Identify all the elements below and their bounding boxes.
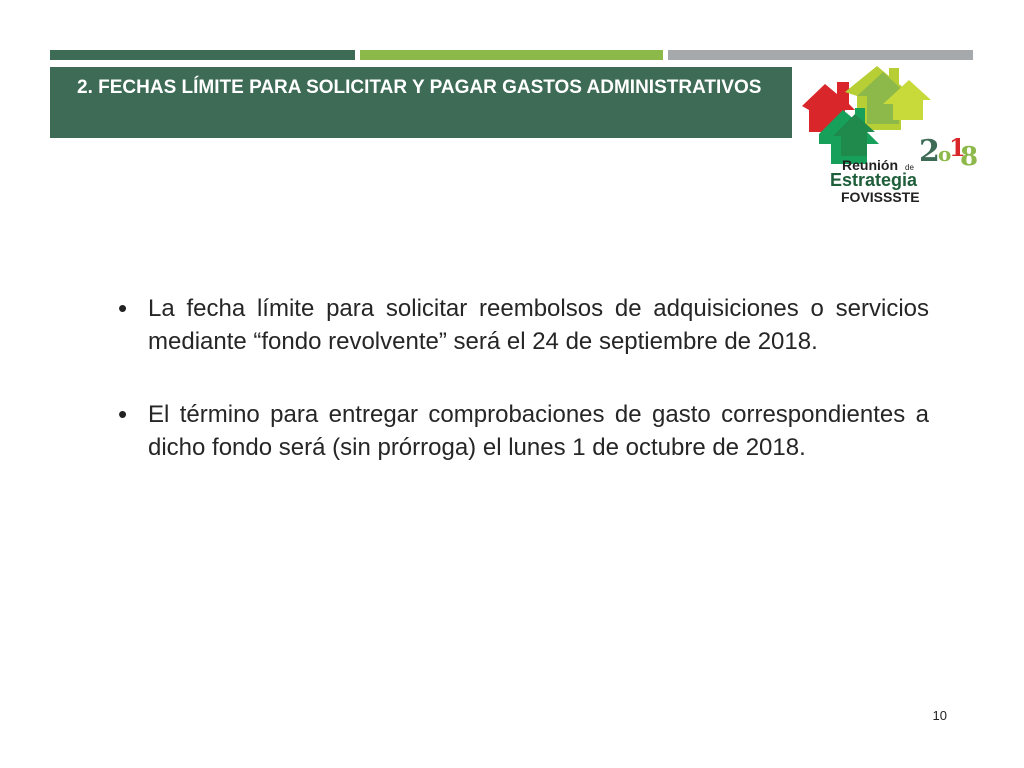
- logo-year-2: 2: [919, 134, 940, 169]
- bullet-marker: •: [118, 293, 128, 323]
- logo-line-fovissste: FOVISSSTE: [841, 189, 920, 205]
- header-band-light-green: [360, 50, 663, 60]
- bullet-marker: •: [118, 399, 128, 429]
- bullet-text: El término para entregar comprobaciones de gasto correspondientes a dicho fondo será (sin prórroga) el lunes 1 de octubre de 2018.: [148, 401, 929, 461]
- logo-line-estrategia: Estrategia: [830, 170, 918, 190]
- title-bar: [50, 67, 792, 138]
- logo-line-reunion: Reunión: [842, 157, 898, 173]
- slide-title: 2. FECHAS LÍMITE PARA SOLICITAR Y PAGAR GASTOS ADMINISTRATIVOS: [77, 77, 762, 98]
- svg-text:Estrategia: [830, 170, 918, 190]
- svg-text:2: [919, 134, 940, 169]
- page-number: 10: [932, 708, 947, 723]
- bullet-list: [118, 292, 929, 504]
- list-item: [118, 398, 929, 464]
- event-logo: [797, 64, 979, 209]
- logo-year-8: 8: [960, 142, 979, 172]
- header-band-dark-green: [50, 50, 355, 60]
- houses-logo-icon: [802, 66, 931, 164]
- logo-year-0: o: [938, 142, 952, 166]
- svg-text:8: [960, 142, 978, 172]
- logo-line-de: de: [905, 163, 914, 172]
- logo-year-1: 1: [949, 133, 966, 162]
- list-item: [118, 292, 929, 358]
- bullet-text: La fecha límite para solicitar reembolsos de adquisiciones o servicios mediante “fondo revolvente” será el 24 de septiembre de 2018.: [148, 295, 929, 355]
- header-band-gray: [668, 50, 973, 60]
- svg-text:FOVISSSTE: [841, 189, 920, 205]
